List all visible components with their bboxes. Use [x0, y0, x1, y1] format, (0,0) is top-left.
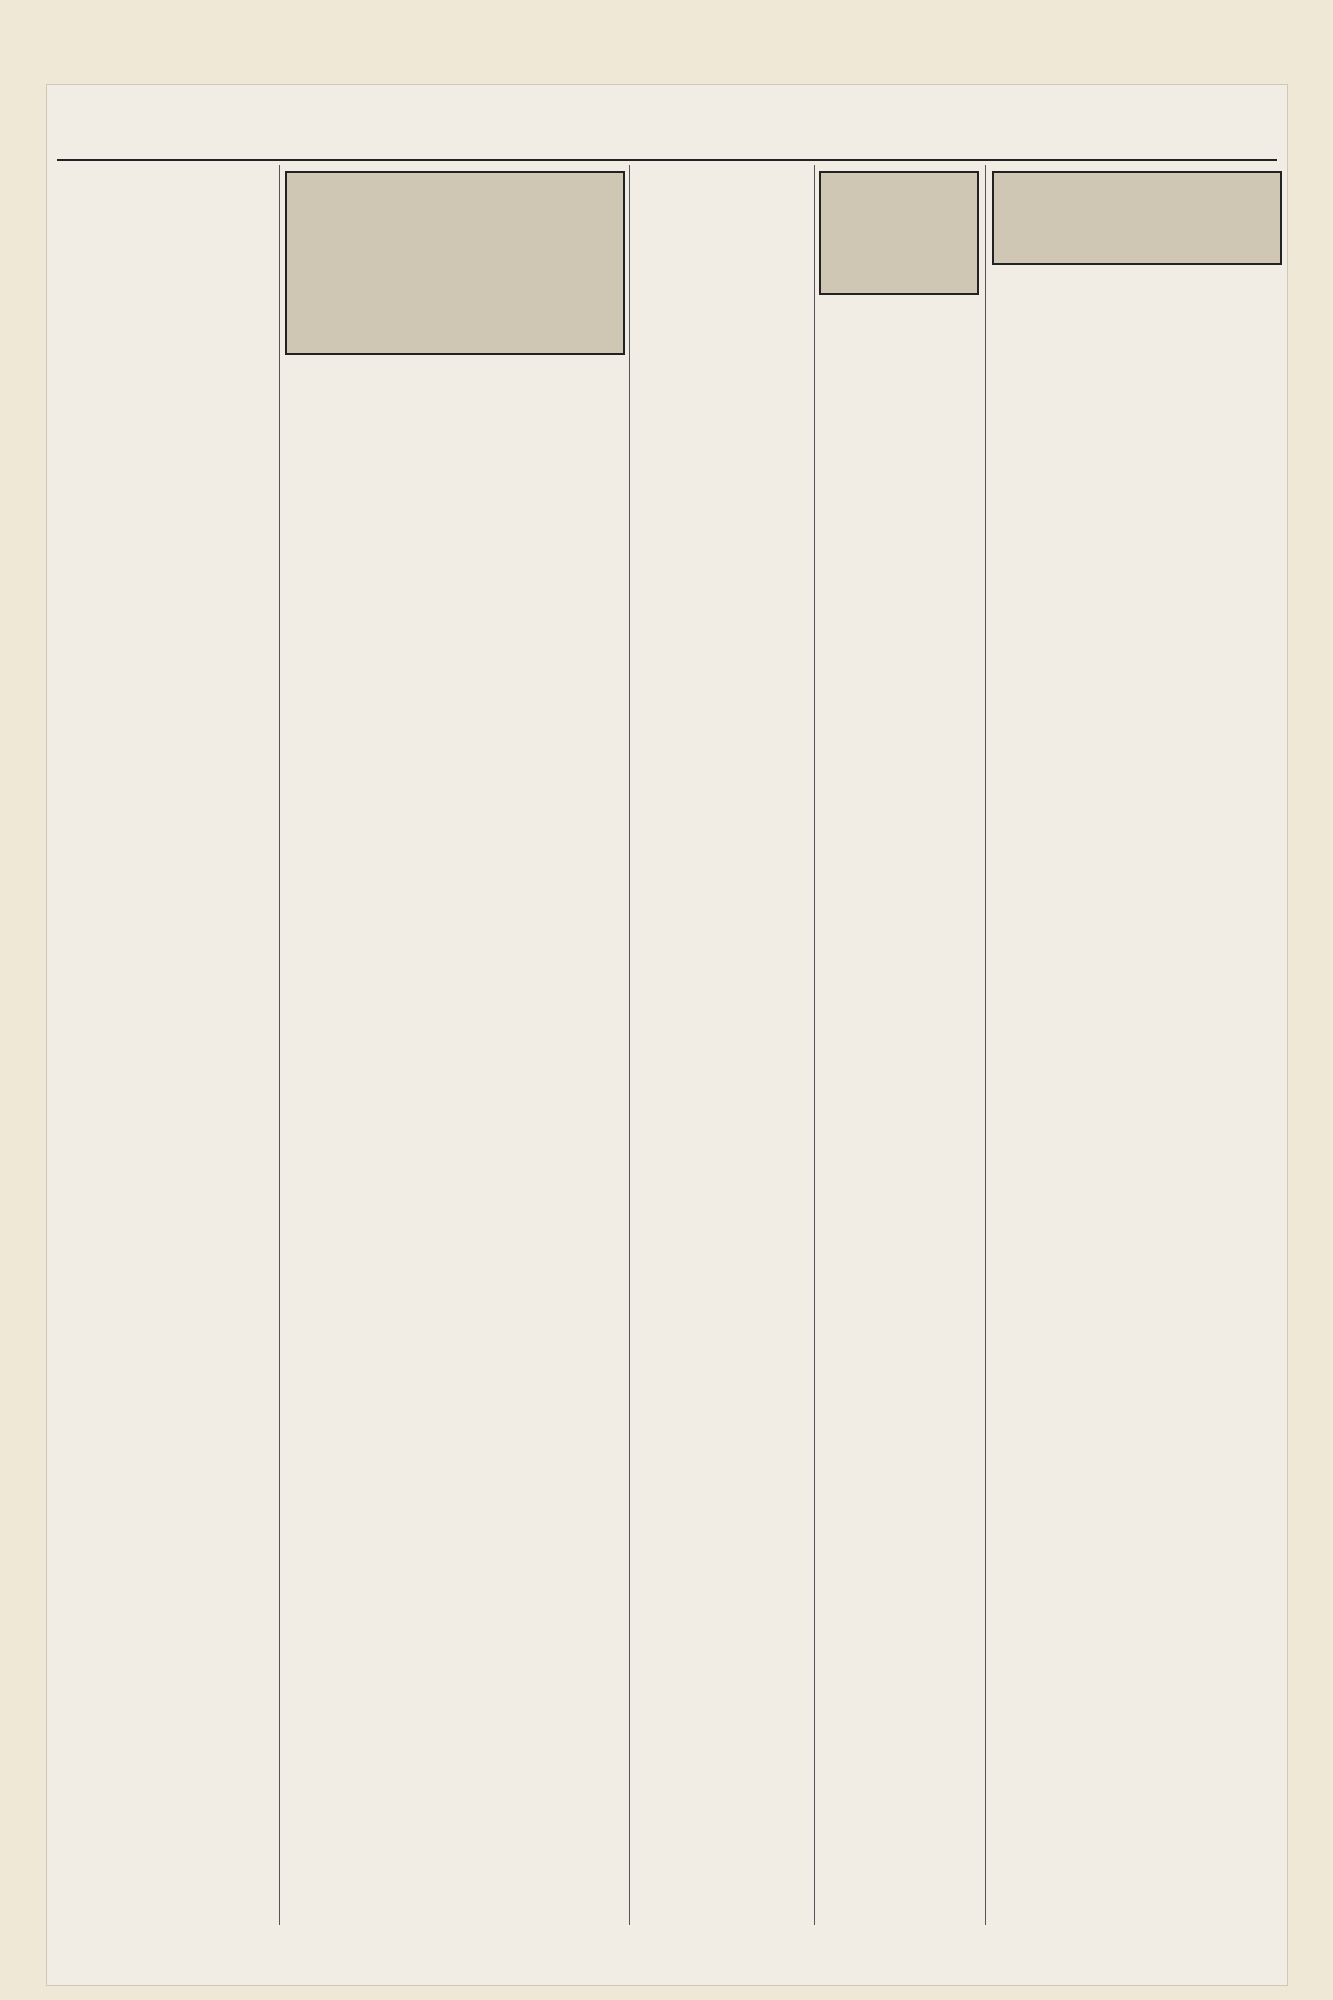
newspaper-page — [46, 84, 1288, 1986]
column-1 — [63, 165, 273, 1925]
column-rule — [629, 165, 630, 1925]
column-rule — [814, 165, 815, 1925]
column-3 — [635, 165, 810, 1925]
column-rule — [279, 165, 280, 1925]
column-rule — [985, 165, 986, 1925]
column-5 — [992, 165, 1282, 1925]
familjenyheter-banner — [992, 171, 1282, 265]
exhibition-poster-image — [285, 171, 625, 355]
radio-image — [819, 171, 979, 295]
column-4 — [819, 165, 979, 1925]
column-2 — [285, 165, 625, 1925]
page-header — [57, 135, 1277, 161]
